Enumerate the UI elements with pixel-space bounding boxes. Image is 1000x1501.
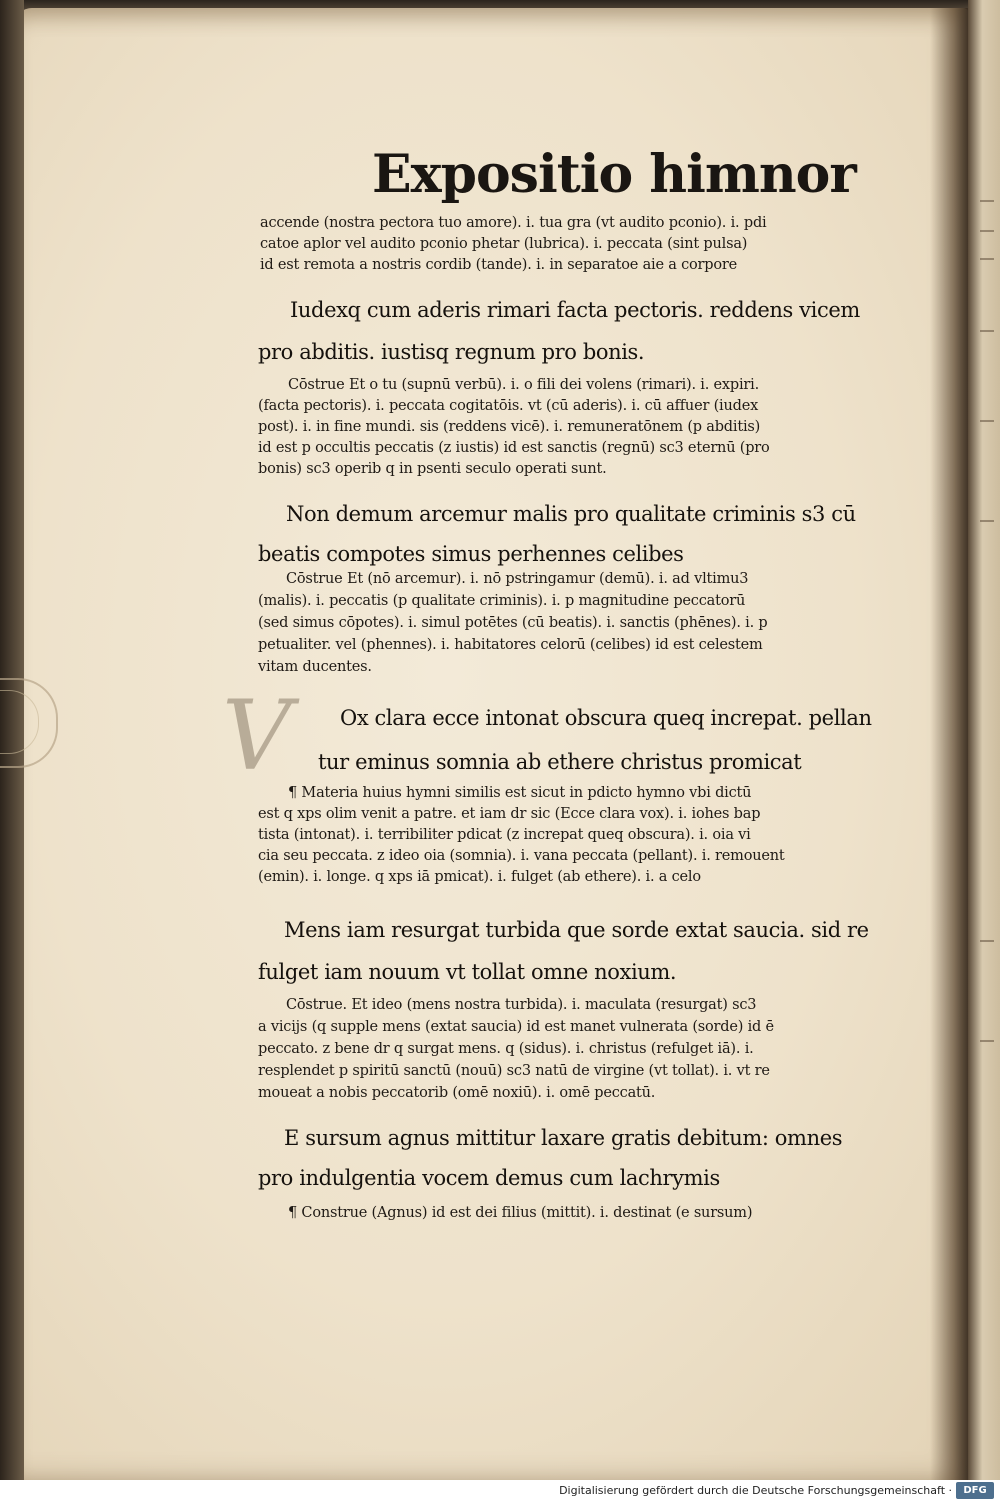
gloss-line: id est p occultis peccatis (z iustis) id est sanctis (regnū) sc3 eternū (pro bbox=[258, 440, 770, 456]
gloss-line: peccato. z bene dr q surgat mens. q (sidus). i. christus (refulget iā). i. bbox=[258, 1041, 754, 1057]
gloss-line: ¶ Materia huius hymni similis est sicut in pdicto hymno vbi dictū bbox=[288, 785, 752, 801]
book-gutter bbox=[930, 8, 970, 1480]
verse-line: E sursum agnus mittitur laxare gratis debitum: omnes bbox=[284, 1126, 843, 1150]
gloss-line: est q xps olim venit a patre. et iam dr sic (Ecce clara vox). i. iohes bap bbox=[258, 806, 761, 822]
gloss-line: post). i. in fine mundi. sis (reddens vicē). i. remuneratōnem (p abditis) bbox=[258, 419, 761, 435]
gloss-line: ¶ Construe (Agnus) id est dei filius (mittit). i. destinat (e sursum) bbox=[288, 1205, 753, 1221]
gloss-line: moueat a nobis peccatorib (omē noxiū). i. omē peccatū. bbox=[258, 1085, 656, 1101]
verse-line: Iudexq cum aderis rimari facta pectoris. reddens vicem bbox=[290, 298, 860, 322]
gloss-line: (emin). i. longe. q xps iā pmicat). i. fulget (ab ethere). i. a celo bbox=[258, 869, 701, 885]
faint-initial-letter-v: V bbox=[222, 680, 292, 792]
verse-line: fulget iam nouum vt tollat omne noxium. bbox=[258, 960, 677, 984]
gloss-line: accende (nostra pectora tuo amore). i. tua gra (vt audito pconio). i. pdi bbox=[260, 215, 767, 231]
verse-line: Mens iam resurgat turbida que sorde extat saucia. sid re bbox=[284, 918, 869, 942]
gloss-line: tista (intonat). i. terribiliter pdicat (z increpat queq obscura). i. oia vi bbox=[258, 827, 751, 843]
gloss-line: id est remota a nostris cordib (tande). i. in separatoe aie a corpore bbox=[260, 257, 738, 273]
facing-page-edge bbox=[968, 0, 1000, 1480]
gloss-line: Cōstrue Et o tu (supnū verbū). i. o fili dei volens (rimari). i. expiri. bbox=[288, 377, 759, 393]
gloss-line: (sed simus cōpotes). i. simul potētes (cū beatis). i. sanctis (phēnes). i. p bbox=[258, 615, 768, 631]
verse-line: beatis compotes simus perhennes celibes bbox=[258, 542, 684, 566]
gloss-line: catoe aplor vel audito pconio phetar (lubrica). i. peccata (sint pulsa) bbox=[260, 236, 748, 252]
gloss-line: petualiter. vel (phennes). i. habitatores celorū (celibes) id est celestem bbox=[258, 637, 763, 653]
gloss-line: (facta pectoris). i. peccata cogitatōis. vt (cū aderis). i. cū affuer (iudex bbox=[258, 398, 759, 414]
dfg-logo: DFG bbox=[956, 1482, 994, 1499]
footer-bar bbox=[0, 1480, 1000, 1501]
verse-line: tur eminus somnia ab ethere christus promicat bbox=[318, 750, 802, 774]
gloss-line: bonis) sc3 operib q in psenti seculo operati sunt. bbox=[258, 461, 607, 477]
gloss-line: Cōstrue Et (nō arcemur). i. nō pstringamur (demū). i. ad vltimu3 bbox=[286, 571, 749, 587]
verse-line: Ox clara ecce intonat obscura queq increpat. pellan bbox=[340, 706, 872, 730]
gloss-line: vitam ducentes. bbox=[258, 659, 372, 675]
verse-line: pro abditis. iustisq regnum pro bonis. bbox=[258, 340, 645, 364]
gloss-line: cia seu peccata. z ideo oia (somnia). i. vana peccata (pellant). i. remouent bbox=[258, 848, 785, 864]
gloss-line: Cōstrue. Et ideo (mens nostra turbida). i. maculata (resurgat) sc3 bbox=[286, 997, 757, 1013]
gloss-line: resplendet p spiritū sanctū (nouū) sc3 natū de virgine (vt tollat). i. vt re bbox=[258, 1063, 770, 1079]
footer-credit: Digitalisierung gefördert durch die Deutsche Forschungsgemeinschaft · bbox=[559, 1484, 952, 1497]
page-title: Expositio himnor bbox=[372, 144, 856, 205]
gloss-line: (malis). i. peccatis (p qualitate criminis). i. p magnitudine peccatorū bbox=[258, 593, 746, 609]
verse-line: pro indulgentia vocem demus cum lachrymis bbox=[258, 1166, 720, 1190]
verse-line: Non demum arcemur malis pro qualitate criminis s3 cū bbox=[286, 502, 856, 526]
gloss-line: a vicijs (q supple mens (extat saucia) id est manet vulnerata (sorde) id ē bbox=[258, 1019, 774, 1035]
